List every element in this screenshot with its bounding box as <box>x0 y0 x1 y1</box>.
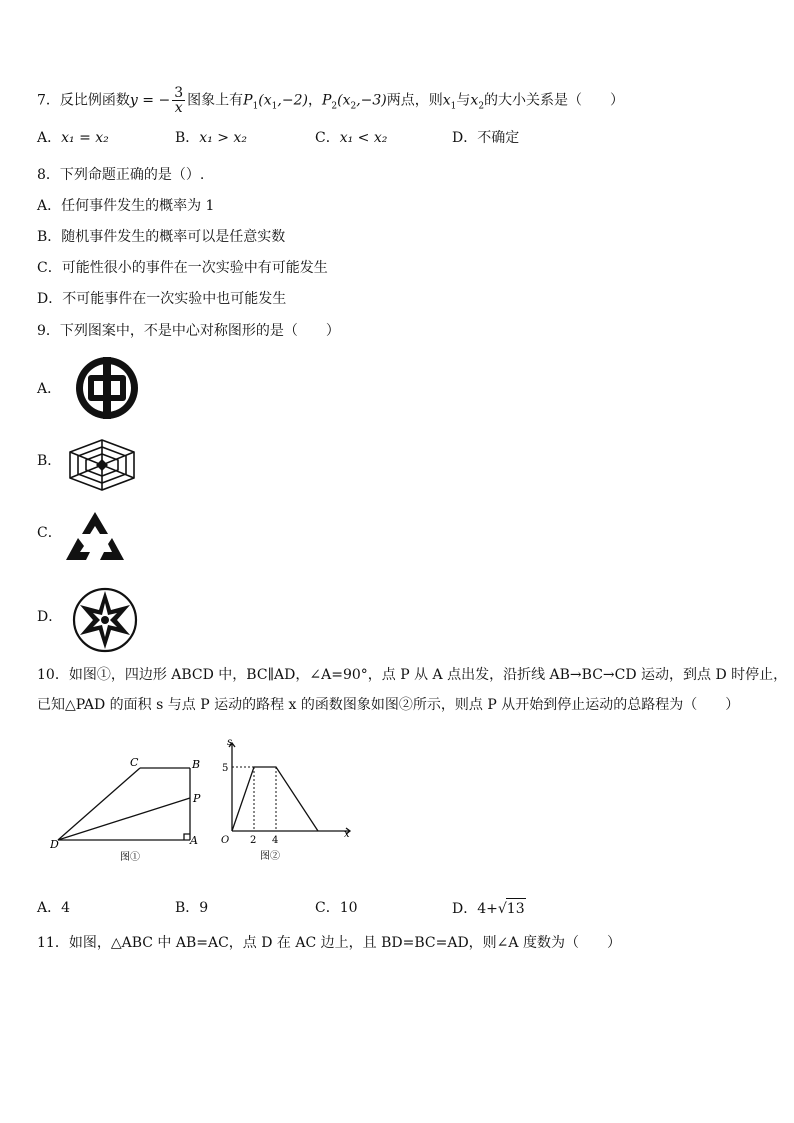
q7-point-p1: P <box>243 92 253 109</box>
option-label: A． <box>37 130 62 146</box>
q7-sep: ， <box>307 92 322 109</box>
recycle-triangle-icon[interactable] <box>62 508 128 566</box>
q10-option-c[interactable] <box>315 898 358 918</box>
q7-p2-coord: (x <box>337 92 351 109</box>
q7-p1-coord: (x <box>258 92 272 109</box>
q8-option-c[interactable]: C．可能性很小的事件在一次实验中有可能发生 <box>37 260 328 276</box>
label-c: C <box>130 756 139 769</box>
q7-var-x1: x <box>442 92 451 109</box>
q7-x2-sub: 2 <box>478 101 485 112</box>
figure-1-quadrilateral <box>50 752 210 868</box>
q7-option-c[interactable] <box>315 128 387 148</box>
label-origin: O <box>221 835 230 846</box>
q7-text-4: 的大小关系是（ ） <box>484 92 625 109</box>
q9-option-a-label[interactable]: A． <box>37 381 62 397</box>
q7-text-1: 反比例函数 <box>59 92 130 109</box>
label-s: s <box>227 737 233 748</box>
q7-number: 7． <box>37 92 60 109</box>
label-p: P <box>193 792 201 805</box>
option-text: 9 <box>199 900 209 916</box>
q7-p2-coord-sub: 2 <box>350 101 357 112</box>
q7-option-a[interactable] <box>37 128 109 148</box>
tick-label-5: 5 <box>222 763 229 774</box>
sqrt-icon: √ <box>497 901 507 917</box>
question-8-stem: 8．下列命题正确的是（）. <box>37 167 205 183</box>
option-text: 10 <box>339 900 358 916</box>
option-label: D． <box>452 901 478 917</box>
q8-option-d[interactable]: D．不可能事件在一次实验中也可能发生 <box>37 291 287 307</box>
q7-frac-denominator: x <box>174 100 183 116</box>
option-text: x₁ > x₂ <box>199 130 247 146</box>
q7-text-2: 图象上有 <box>187 92 244 109</box>
segment-dp <box>58 798 190 840</box>
question-9-stem: 9．下列图案中，不是中心对称图形的是（ ） <box>37 323 340 339</box>
option-text: 4 <box>61 900 71 916</box>
hexagon-web-icon[interactable] <box>62 437 142 493</box>
edge-dc <box>58 768 140 840</box>
q7-p1-coord-sub: 1 <box>271 101 278 112</box>
six-point-star-circle-icon[interactable] <box>70 585 140 655</box>
sqrt-radicand: 13 <box>506 898 526 919</box>
caption-figure-2: 图② <box>260 851 280 862</box>
label-d: D <box>50 838 59 851</box>
option-label: A． <box>37 900 62 916</box>
question-7-stem <box>37 86 624 116</box>
option-text: 不确定 <box>477 130 520 146</box>
q8-option-a[interactable]: A．任何事件发生的概率为 1 <box>37 198 215 214</box>
option-label: B． <box>175 900 200 916</box>
q7-p1-value: ,−2) <box>277 92 308 109</box>
q7-option-d[interactable] <box>452 128 519 148</box>
option-text: x₁ = x₂ <box>61 130 109 146</box>
caption-figure-1: 图① <box>120 852 140 863</box>
q8-option-b[interactable]: B．随机事件发生的概率可以是任意实数 <box>37 229 286 245</box>
label-a: A <box>190 834 198 847</box>
option-label: D． <box>452 130 478 146</box>
q7-x1-sub: 1 <box>450 101 457 112</box>
tick-label-4: 4 <box>272 835 279 846</box>
q10-option-b[interactable] <box>175 898 208 918</box>
label-x: x <box>344 829 350 840</box>
q7-and: 与 <box>456 92 471 109</box>
option-label: C． <box>315 130 340 146</box>
q7-text-3: 两点，则 <box>386 92 443 109</box>
option-label: B． <box>175 130 200 146</box>
q9-option-b-label[interactable]: B． <box>37 453 62 469</box>
q7-equals: = − <box>137 92 171 109</box>
option-text: x₁ < x₂ <box>339 130 388 146</box>
q10-option-a[interactable] <box>37 898 70 918</box>
option-text: 4+ <box>477 901 498 917</box>
bank-of-china-logo-icon[interactable] <box>70 353 144 423</box>
q7-option-b[interactable] <box>175 128 247 148</box>
q9-option-d-label[interactable]: D． <box>37 609 63 625</box>
q7-p2-sub: 2 <box>331 101 338 112</box>
q10-option-d[interactable] <box>452 898 526 919</box>
label-b: B <box>192 758 201 771</box>
q7-point-p2: P <box>321 92 332 109</box>
q7-fraction <box>172 86 185 115</box>
q7-frac-numerator: 3 <box>174 85 184 101</box>
graph-line <box>232 767 318 831</box>
question-11-stem: 11．如图，△ABC 中 AB=AC，点 D 在 AC 边上，且 BD=BC=AD，则∠A 度数为（ ） <box>37 935 621 951</box>
question-10-stem-line-2: 已知△PAD 的面积 s 与点 P 运动的路程 x 的函数图象如图②所示，则点 P 从开始到停止运动的总路程为（ ） <box>37 697 740 713</box>
q7-var-x2: x <box>470 92 479 109</box>
figure-2-function-graph <box>218 735 358 867</box>
question-10-stem-line-1: 10．如图①，四边形 ABCD 中，BC∥AD，∠A=90°，点 P 从 A 点出发，沿折线 AB→BC→CD 运动，到点 D 时停止， <box>37 667 788 683</box>
q9-option-c-label[interactable]: C． <box>37 525 62 541</box>
tick-label-2: 2 <box>250 835 257 846</box>
q7-p1-sub: 1 <box>252 101 259 112</box>
q7-var-y: y <box>129 92 138 109</box>
q7-p2-value: ,−3) <box>356 92 387 109</box>
option-label: C． <box>315 900 340 916</box>
